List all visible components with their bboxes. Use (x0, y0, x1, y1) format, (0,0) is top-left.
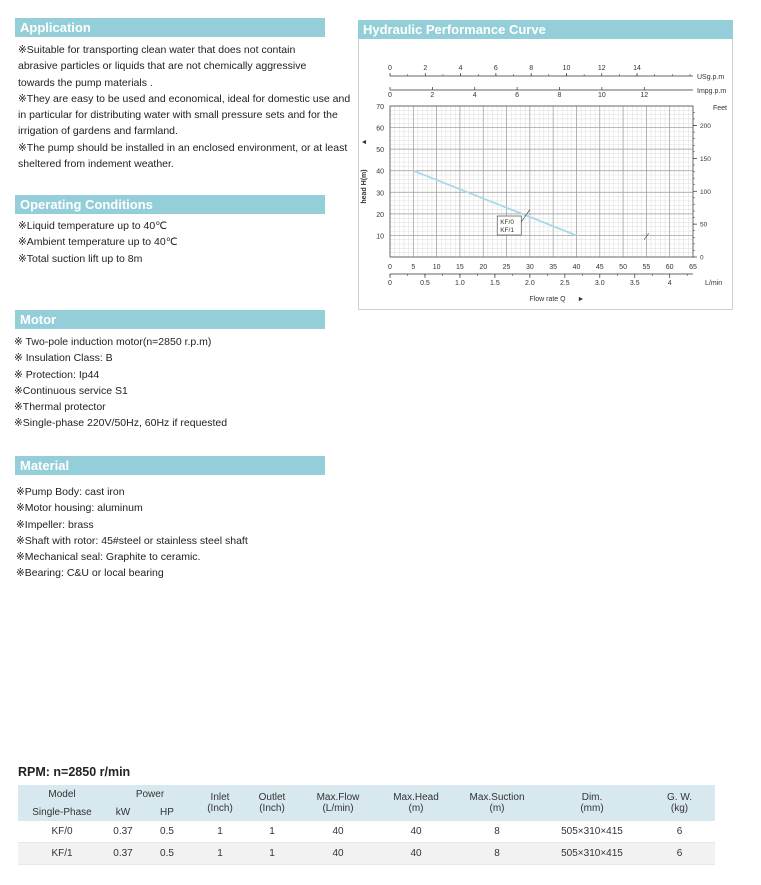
cell: 505×310×415 (540, 821, 644, 843)
cell: 40 (298, 821, 378, 843)
text-line: ※They are easy to be used and economical, ideal for domestic use and (18, 92, 351, 105)
material-header: Material (15, 456, 325, 475)
text-line: ※Continuous service S1 (14, 384, 128, 397)
cell: 40 (378, 821, 454, 843)
cell: KF/0 (18, 821, 106, 843)
feet-tick-label: 200 (700, 123, 711, 131)
operating-header: Operating Conditions (15, 195, 325, 214)
text-line: ※Bearing: C&U or local bearing (16, 567, 164, 580)
ls-tick-label: 1.0 (455, 280, 465, 287)
x-tick-label: 65 (689, 264, 697, 271)
x-tick-label: 55 (642, 264, 651, 271)
ls-tick-label: 0 (388, 280, 392, 287)
text-line: ※Impeller: brass (16, 518, 94, 531)
text-line: towards the pump materials . (18, 76, 153, 89)
text-line: ※Motor housing: aluminum (16, 502, 143, 515)
spec-table (18, 785, 715, 865)
cell: 0.5 (140, 843, 194, 865)
text-line: sheltered from indement weather. (18, 158, 174, 171)
ls-tick-label: 3.0 (594, 280, 605, 287)
x-tick-label: 60 (665, 264, 674, 271)
rpm-label: RPM: n=2850 r/min (18, 765, 131, 779)
feet-tick-label: 0 (700, 254, 704, 262)
impgpm-tick-label: 0 (388, 92, 392, 99)
text-line: ※The pump should be installed in an enclosed environment, or at least (18, 141, 348, 154)
curve-label: KF/0 (500, 219, 514, 227)
ls-tick-label: 4 (667, 280, 672, 287)
col-kw: kW (106, 803, 140, 821)
col-gw: G. W. (kg) (644, 785, 715, 821)
motor-text (14, 334, 227, 432)
usgpm-tick-label: 10 (562, 65, 571, 72)
cell: 8 (454, 843, 540, 865)
chart-title: Hydraulic Performance Curve (358, 20, 733, 39)
col-inlet: Inlet (Inch) (194, 785, 246, 821)
text-line: ※ Two-pole induction motor(n=2850 r.p.m) (14, 336, 212, 348)
col-model: Model (18, 785, 106, 803)
performance-chart (358, 40, 733, 310)
cell: KF/1 (18, 843, 106, 865)
x-tick-label: 15 (456, 264, 464, 271)
y-tick-label: 50 (376, 147, 384, 155)
cell: 6 (644, 843, 715, 865)
table-row (18, 843, 715, 865)
x-tick-label: 40 (572, 264, 581, 271)
ls-unit: L/min (705, 280, 723, 287)
cell: 1 (246, 843, 298, 865)
text-line: ※Ambient temperature up to 40℃ (18, 236, 178, 249)
performance-curve (413, 171, 576, 236)
ls-tick-label: 0.5 (420, 280, 430, 287)
col-single-phase: Single-Phase (18, 803, 106, 821)
usgpm-tick-label: 6 (493, 65, 498, 72)
x-tick-label: 45 (595, 264, 604, 271)
y-axis-arrow: ▲ (361, 138, 368, 146)
y-tick-label: 20 (376, 211, 384, 219)
cell: 40 (298, 843, 378, 865)
x-tick-label: 30 (525, 264, 534, 271)
cell: 8 (454, 821, 540, 843)
y-tick-label: 70 (376, 104, 384, 111)
ls-tick-label: 2.0 (524, 280, 535, 287)
col-outlet: Outlet (Inch) (246, 785, 298, 821)
ls-tick-label: 2.5 (559, 280, 570, 287)
col-hp: HP (140, 803, 194, 821)
feet-tick-label: 150 (700, 155, 711, 163)
material-text (16, 484, 248, 582)
feet-tick-label: 50 (700, 221, 708, 229)
impgpm-tick-label: 4 (472, 92, 477, 99)
x-tick-label: 10 (432, 264, 441, 271)
x-tick-label: 5 (411, 264, 416, 271)
col-power: Power (106, 785, 194, 803)
usgpm-tick-label: 4 (458, 65, 463, 72)
cell: 40 (378, 843, 454, 865)
text-line: ※ Insulation Class: B (14, 352, 113, 365)
application-header: Application (15, 18, 325, 37)
impgpm-tick-label: 6 (515, 92, 520, 99)
x-tick-label: 35 (549, 264, 558, 271)
y-tick-label: 60 (376, 125, 384, 133)
y-tick-label: 30 (376, 190, 384, 198)
x-tick-label: 0 (388, 264, 392, 271)
ls-tick-label: 3.5 (629, 280, 640, 287)
cell: 0.37 (106, 821, 140, 843)
impgpm-tick-label: 2 (430, 92, 435, 99)
text-line: ※Single-phase 220V/50Hz, 60Hz if requested (14, 417, 228, 430)
y-axis-label: head H(m) (361, 169, 368, 204)
cell: 0.5 (140, 821, 194, 843)
feet-unit: Feet (713, 105, 728, 112)
cell: 1 (194, 843, 246, 865)
text-line: ※ Protection: Ip44 (14, 368, 100, 381)
x-tick-label: 20 (479, 264, 488, 271)
motor-header: Motor (15, 310, 325, 329)
cell: 505×310×415 (540, 843, 644, 865)
text-line: ※Suitable for transporting clean water that does not contain (18, 44, 296, 56)
text-line: ※Shaft with rotor: 45#steel or stainless steel shaft (16, 534, 248, 547)
cell: 1 (194, 821, 246, 843)
curve-label: KF/1 (500, 227, 514, 235)
usgpm-tick-label: 12 (597, 65, 606, 72)
col-max-flow: Max.Flow (L/min) (298, 785, 378, 821)
col-max-suction: Max.Suction (m) (454, 785, 540, 821)
y-tick-label: 40 (376, 168, 384, 176)
col-max-head: Max.Head (m) (378, 785, 454, 821)
feet-tick-label: 100 (700, 188, 711, 196)
x-axis-label: Flow rate Q (529, 296, 566, 303)
text-line: ※Liquid temperature up to 40℃ (18, 220, 168, 232)
impgpm-unit: Impg.p.m (697, 88, 727, 95)
text-line: ※Mechanical seal: Graphite to ceramic. (16, 551, 201, 564)
impgpm-tick-label: 10 (597, 92, 606, 99)
application-text (18, 42, 350, 172)
cell: 0.37 (106, 843, 140, 865)
x-axis-arrow: ► (577, 296, 585, 303)
ls-tick-label: 1.5 (490, 280, 500, 287)
text-line: abrasive particles or liquids that are not chemically aggressive (18, 60, 307, 73)
text-line: ※Thermal protector (14, 401, 106, 414)
usgpm-tick-label: 0 (388, 65, 392, 72)
usgpm-tick-label: 8 (529, 65, 534, 72)
cell: 1 (246, 821, 298, 843)
usgpm-unit: USg.p.m (697, 74, 725, 81)
plot-frame (390, 106, 693, 257)
usgpm-tick-label: 2 (423, 65, 428, 72)
impgpm-tick-label: 12 (640, 92, 649, 99)
operating-text (18, 218, 178, 267)
text-line: in particular for distributing water with small pressure sets and for the (18, 109, 338, 122)
table-row (18, 821, 715, 843)
cell: 6 (644, 821, 715, 843)
x-tick-label: 25 (502, 264, 511, 271)
y-tick-label: 10 (376, 233, 384, 241)
impgpm-tick-label: 8 (557, 92, 562, 99)
text-line: irrigation of gardens and farmland. (18, 125, 178, 138)
col-dim: Dim. (mm) (540, 785, 644, 821)
text-line: ※Pump Body: cast iron (16, 486, 125, 498)
x-tick-label: 50 (619, 264, 627, 271)
usgpm-tick-label: 14 (633, 65, 641, 72)
text-line: ※Total suction lift up to 8m (18, 252, 143, 265)
